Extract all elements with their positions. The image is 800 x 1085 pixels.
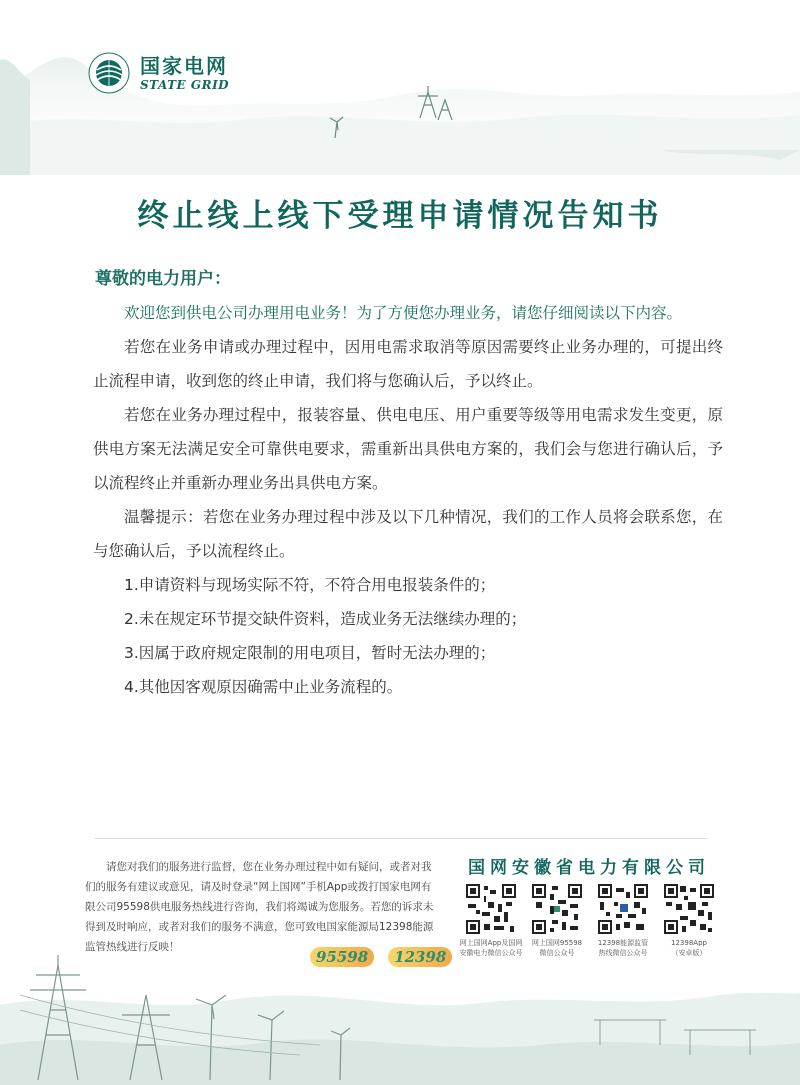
salutation: 尊敬的电力用户： <box>95 269 231 289</box>
qr-code-item[interactable] <box>598 884 648 958</box>
plan-change-paragraph: 若您在业务办理过程中，报装容量、供电电压、用户重要等级等用电需求发生变更，原供电方案无法满足安全可靠供电要求，需重新出具供电方案的，我们会与您进行确认后，予以流程终止并重新办理业务出具供电方案。 <box>93 406 723 492</box>
reminder-paragraph: 温馨提示：若您在业务办理过程中涉及以下几种情况，我们的工作人员将会联系您，在与您确认后，予以流程终止。 <box>93 508 723 560</box>
hotline-95598-badge: 95598 <box>310 947 374 967</box>
list-item: 3.因属于政府规定限制的用电项目，暂时无法办理的； <box>124 644 496 662</box>
hotline-badges <box>310 947 452 967</box>
footer-divider <box>95 838 707 839</box>
list-item: 4.其他因客观原因确需中止业务流程的。 <box>124 678 403 696</box>
logo-english-name: STATE GRID <box>140 77 230 92</box>
qr-code-icon <box>664 884 714 934</box>
logo-chinese-name: 国家电网 <box>140 53 228 78</box>
supervision-notice: 请您对我们的服务进行监督，您在业务办理过程中如有疑问，或者对我们的服务有建议或意见，请及时登录“网上国网”手机App或拨打国家电网有限公司95598供电服务热线进行咨询，我们将竭诚为您服务。若您的诉求未得到及时响应，或者对我们的服务不满意，您可致电国家能源局12398能源监管热线进行反映！ <box>85 861 434 953</box>
list-item: 2.未在规定环节提交缺件资料，造成业务无法继续办理的； <box>124 610 527 628</box>
company-name: 国网安徽省电力有限公司 <box>468 858 710 878</box>
qr-code-item[interactable] <box>664 884 714 958</box>
qr-code-item[interactable] <box>459 884 523 958</box>
welcome-paragraph: 欢迎您到供电公司办理用电业务！为了方便您办理业务，请您仔细阅读以下内容。 <box>124 304 683 322</box>
qr-caption: 网上国网App及国网 安徽电力微信公众号 <box>459 939 523 957</box>
termination-request-paragraph: 若您在业务申请或办理过程中，因用电需求取消等原因需要终止业务办理的，可提出终止流程申请，收到您的终止申请，我们将与您确认后，予以终止。 <box>93 338 723 390</box>
qr-code-icon <box>466 884 516 934</box>
qr-caption: 12398能源监管 热线微信公众号 <box>597 939 649 957</box>
state-grid-emblem-icon <box>88 52 130 94</box>
state-grid-logo <box>88 52 229 94</box>
document-title: 终止线上线下受理申请情况告知书 <box>137 198 663 234</box>
qr-caption: 12398App （安卓版） <box>671 939 707 957</box>
qr-code-item[interactable] <box>532 884 582 958</box>
notice-body <box>93 296 723 704</box>
list-item: 1.申请资料与现场实际不符，不符合用电报装条件的； <box>124 576 496 594</box>
qr-code-icon <box>598 884 648 934</box>
qr-code-icon <box>532 884 582 934</box>
hotline-12398-badge: 12398 <box>388 947 452 967</box>
qr-caption: 网上国网95598 微信公众号 <box>531 939 583 957</box>
qr-code-row <box>459 884 714 958</box>
